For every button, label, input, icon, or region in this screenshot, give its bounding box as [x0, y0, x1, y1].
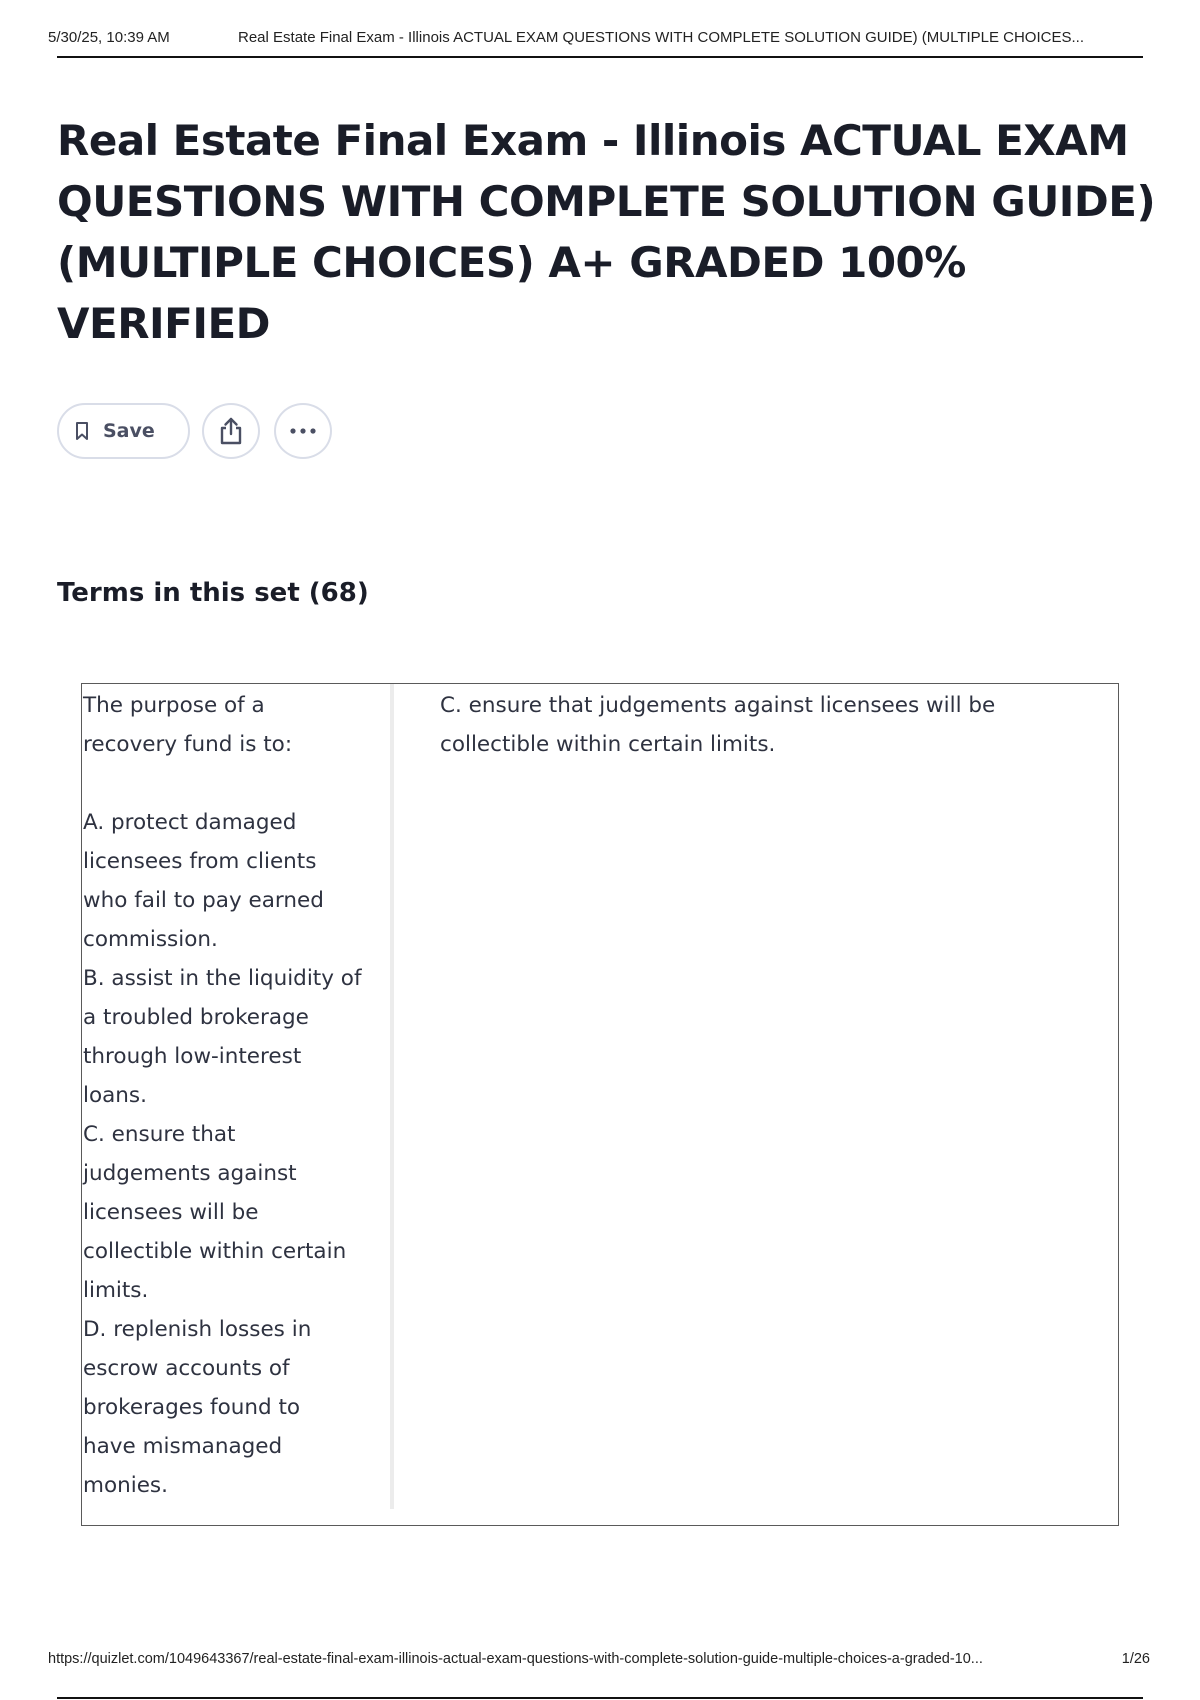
share-icon	[217, 416, 245, 446]
more-horizontal-icon	[288, 427, 318, 435]
print-footer	[48, 1651, 1150, 1673]
footer-rule	[57, 1697, 1143, 1699]
header-rule	[57, 56, 1143, 58]
page-title: Real Estate Final Exam - Illinois ACTUAL EXAM QUESTIONS WITH COMPLETE SOLUTION GUIDE) (MULTIPLE CHOICES) A+ GRADED 100% VERIFIED	[57, 116, 1156, 348]
print-datetime: 5/30/25, 10:39 AM	[48, 29, 170, 46]
definition-text: C. ensure that judgements against licensees will be collectible within certain limits.	[440, 693, 996, 757]
more-options-button[interactable]	[274, 403, 332, 459]
bookmark-icon	[73, 421, 91, 441]
print-doc-title: Real Estate Final Exam - Illinois ACTUAL EXAM QUESTIONS WITH COMPLETE SOLUTION GUIDE) (MULTIPLE CHOICES...	[238, 29, 1084, 46]
term-text: The purpose of a recovery fund is to: A. protect damaged licensees from clients who fail to pay earned commission. B. assist in the liquidity of a troubled brokerage through low-interest loans. C. ensure that judgements against licensees will be collectible within certain limits. D. replenish losses in escrow accounts of brokerages found to have mismanaged monies.	[83, 693, 362, 1498]
terms-heading: Terms in this set (68)	[57, 578, 369, 608]
print-url: https://quizlet.com/1049643367/real-estate-final-exam-illinois-actual-exam-questions-with-complete-solution-guide-multiple-choices-a-graded-10...	[48, 1651, 983, 1667]
page-number: 1/26	[1121, 1651, 1150, 1667]
print-header	[48, 29, 1150, 53]
save-button-label: Save	[103, 420, 155, 442]
save-button[interactable]	[57, 403, 190, 459]
share-button[interactable]	[202, 403, 260, 459]
term-card	[81, 683, 1119, 1526]
card-divider	[390, 684, 394, 1509]
